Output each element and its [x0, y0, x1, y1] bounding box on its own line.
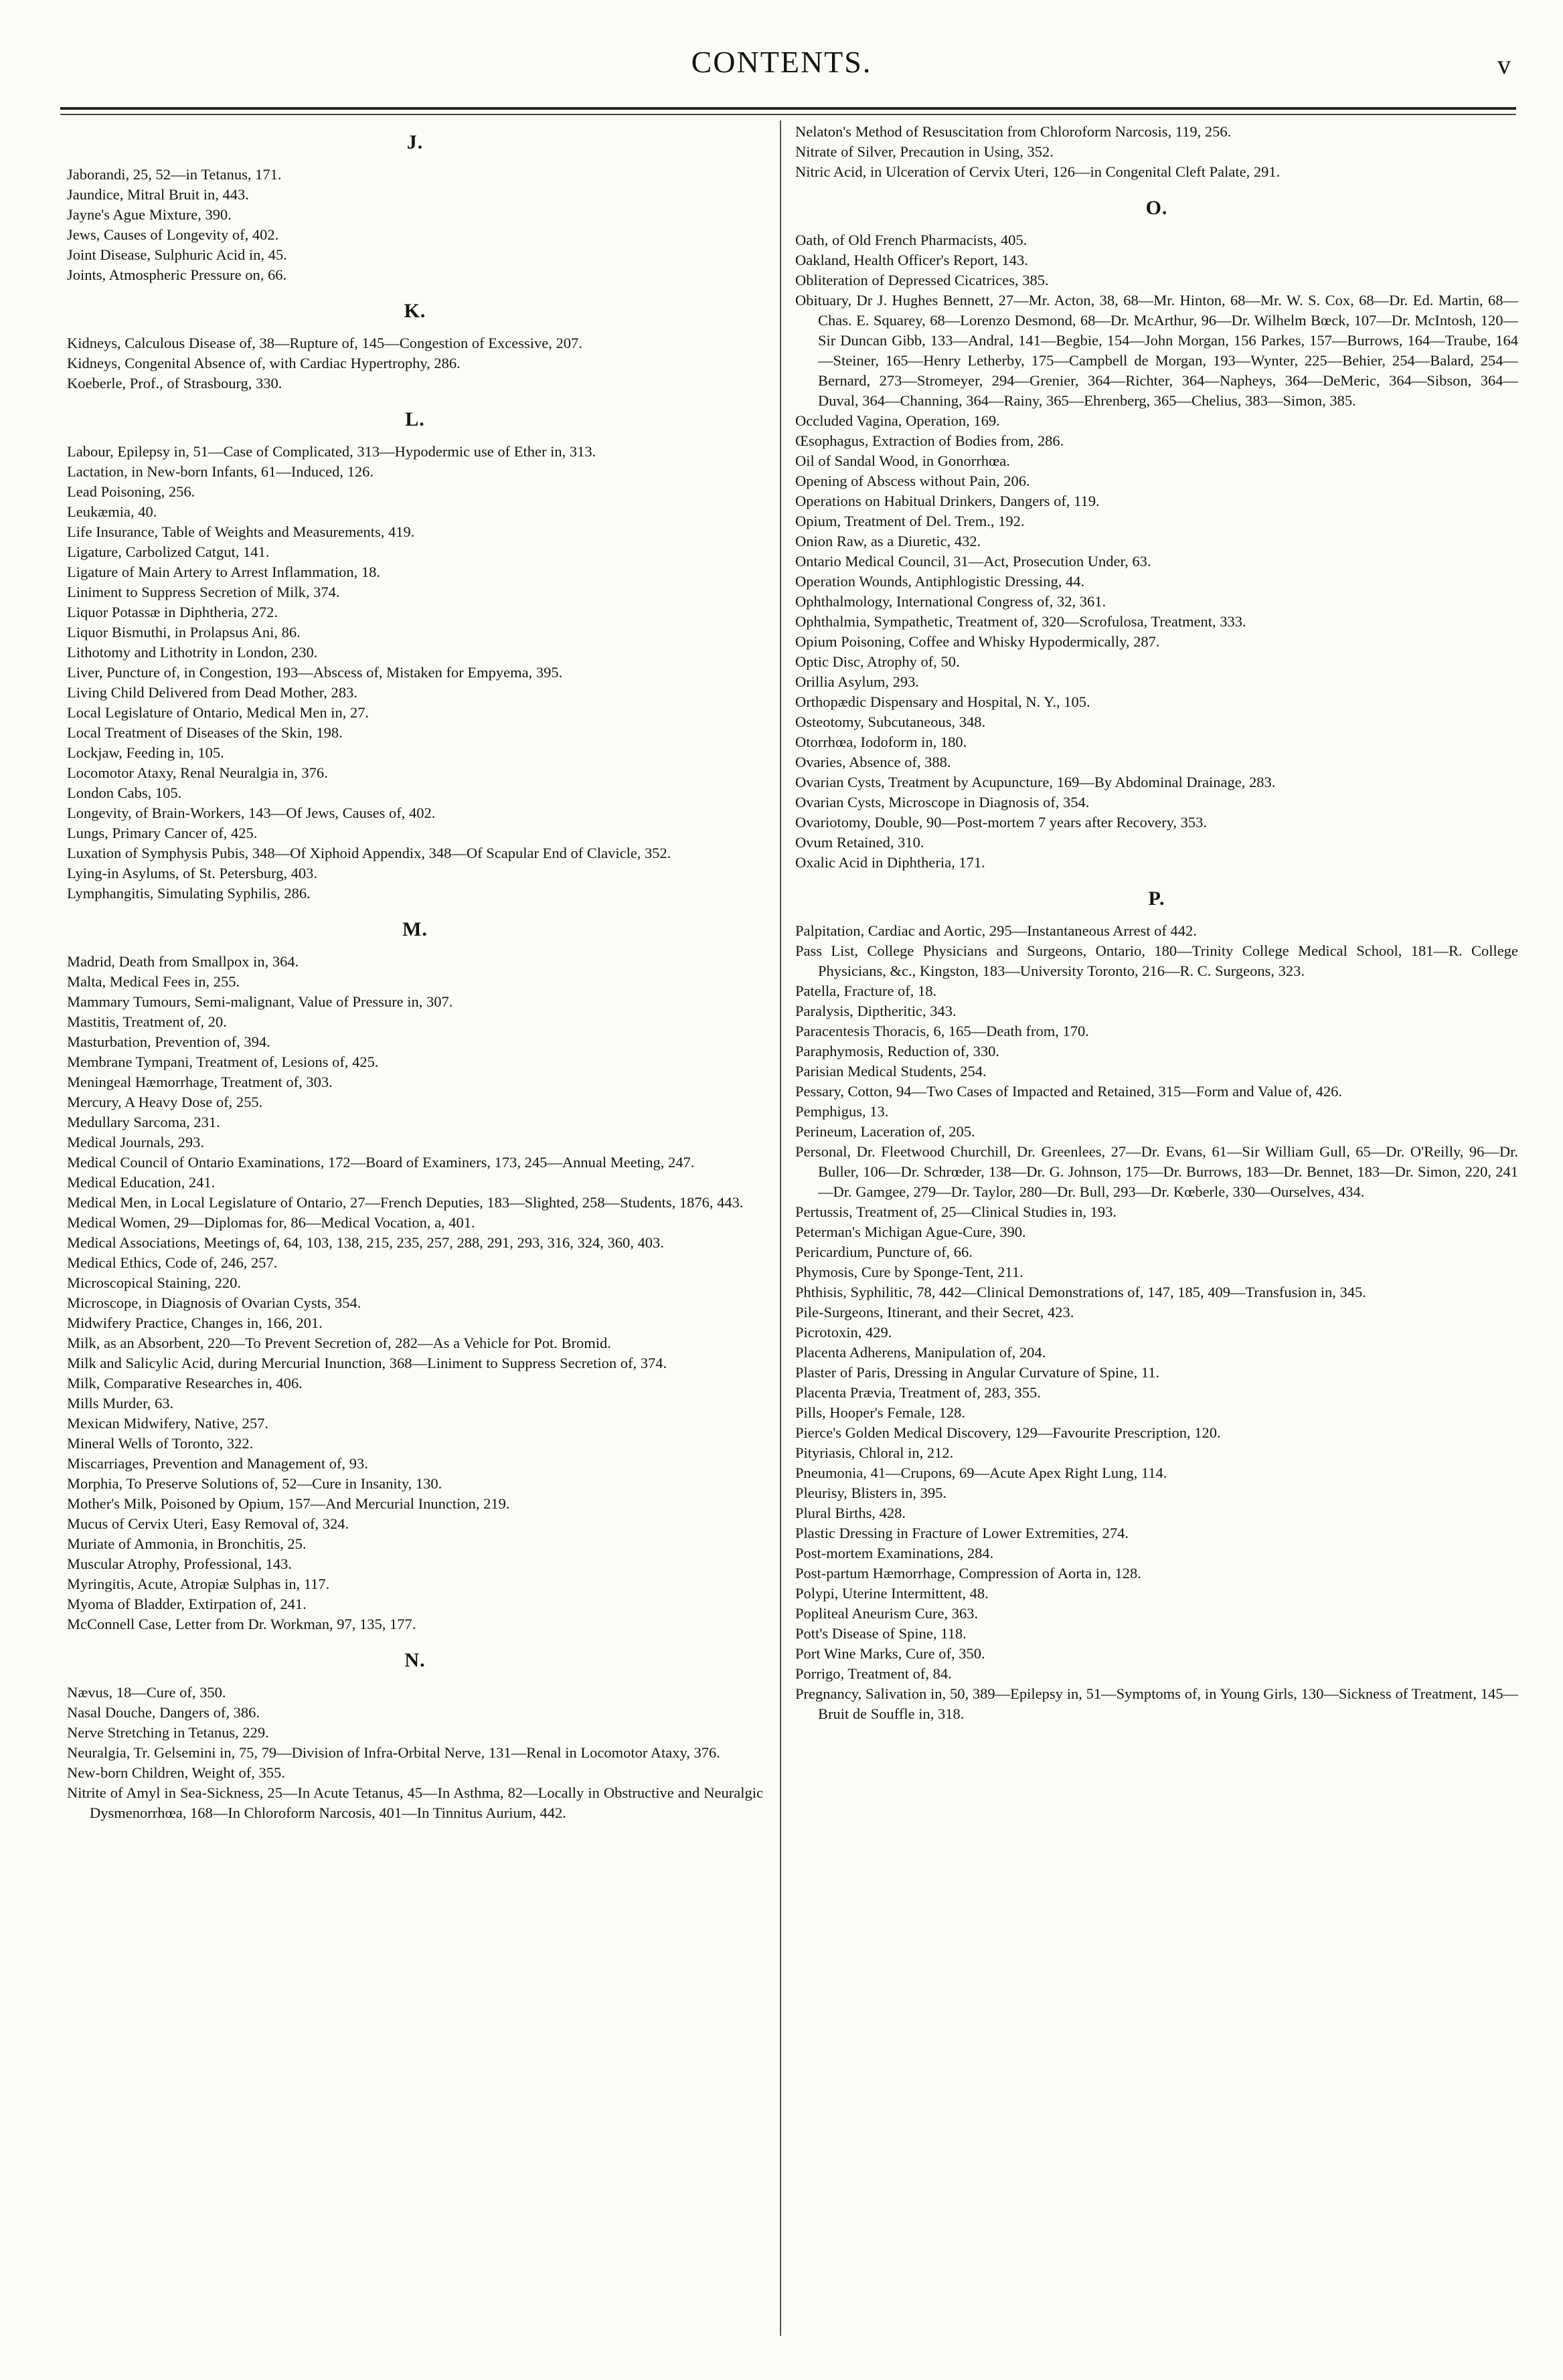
- index-entry: Mother's Milk, Poisoned by Opium, 157—And Mercurial Inunction, 219.: [67, 1495, 510, 1512]
- index-entry: Local Treatment of Diseases of the Skin, 198.: [67, 724, 343, 741]
- index-entry: McConnell Case, Letter from Dr. Workman, 97, 135, 177.: [67, 1616, 416, 1632]
- section-letter: M.: [402, 918, 428, 940]
- index-entry: Medical Council of Ontario Examinations, 172—Board of Examiners, 173, 245—Annual Meeting, 247.: [67, 1154, 695, 1171]
- index-entry: Meningeal Hæmorrhage, Treatment of, 303.: [67, 1074, 333, 1090]
- index-entry: Ovarian Cysts, Microscope in Diagnosis of, 354.: [795, 794, 1090, 811]
- index-entry: Jaborandi, 25, 52—in Tetanus, 171.: [67, 166, 282, 183]
- index-entry: Palpitation, Cardiac and Aortic, 295—Instantaneous Arrest of 442.: [795, 922, 1197, 939]
- section-letter: P.: [1148, 887, 1165, 910]
- index-entry: Onion Raw, as a Diuretic, 432.: [795, 533, 981, 549]
- index-entry: Operation Wounds, Antiphlogistic Dressing, 44.: [795, 573, 1085, 590]
- index-entry: Porrigo, Treatment of, 84.: [795, 1665, 952, 1682]
- index-entry: Masturbation, Prevention of, 394.: [67, 1033, 270, 1050]
- index-entry: Nasal Douche, Dangers of, 386.: [67, 1704, 260, 1721]
- index-entry: Muscular Atrophy, Professional, 143.: [67, 1555, 293, 1572]
- index-entry: Microscope, in Diagnosis of Ovarian Cysts, 354.: [67, 1294, 361, 1311]
- index-entry: Microscopical Staining, 220.: [67, 1274, 241, 1291]
- index-entry: Nerve Stretching in Tetanus, 229.: [67, 1724, 269, 1741]
- index-entry: Jayne's Ague Mixture, 390.: [67, 206, 232, 223]
- index-entry: New-born Children, Weight of, 355.: [67, 1764, 285, 1781]
- index-entry: Lactation, in New-born Infants, 61—Induced, 126.: [67, 463, 374, 480]
- index-entry: Plural Births, 428.: [795, 1505, 906, 1521]
- index-entry: Locomotor Ataxy, Renal Neuralgia in, 376.: [67, 764, 328, 781]
- index-entry: Medical Journals, 293.: [67, 1134, 204, 1151]
- index-entry: Joints, Atmospheric Pressure on, 66.: [67, 266, 287, 283]
- index-entry: Mineral Wells of Toronto, 322.: [67, 1435, 254, 1452]
- index-entry: Plaster of Paris, Dressing in Angular Curvature of Spine, 11.: [795, 1364, 1160, 1381]
- index-entry: Milk, as an Absorbent, 220—To Prevent Secretion of, 282—As a Vehicle for Pot. Bromid.: [67, 1335, 611, 1351]
- index-entry: Liquor Bismuthi, in Prolapsus Ani, 86.: [67, 624, 301, 641]
- index-entry: Lithotomy and Lithotrity in London, 230.: [67, 644, 318, 661]
- index-entry: Polypi, Uterine Intermittent, 48.: [795, 1585, 989, 1602]
- index-entry: Midwifery Practice, Changes in, 166, 201.: [67, 1314, 323, 1331]
- section-letter: O.: [1145, 197, 1168, 219]
- index-entry: Leukæmia, 40.: [67, 503, 157, 520]
- index-entry: Placenta Adherens, Manipulation of, 204.: [795, 1344, 1046, 1361]
- index-entry: Operations on Habitual Drinkers, Dangers of, 119.: [795, 493, 1100, 509]
- index-entry: Pott's Disease of Spine, 118.: [795, 1625, 967, 1642]
- section-letter: N.: [404, 1649, 426, 1671]
- index-entry: Lead Poisoning, 256.: [67, 483, 195, 500]
- index-entry: Medical Men, in Local Legislature of Ontario, 27—French Deputies, 183—Slighted, 258—Students, 1876, 443.: [67, 1194, 744, 1211]
- section-letter: L.: [405, 408, 425, 430]
- index-entry: Jaundice, Mitral Bruit in, 443.: [67, 186, 249, 203]
- index-entry: Mills Murder, 63.: [67, 1395, 174, 1412]
- index-entry: Liver, Puncture of, in Congestion, 193—Abscess of, Mistaken for Empyema, 395.: [67, 664, 563, 681]
- index-entry: Kidneys, Calculous Disease of, 38—Rupture of, 145—Congestion of Excessive, 207.: [67, 335, 582, 351]
- index-entry: Miscarriages, Prevention and Management of, 93.: [67, 1455, 368, 1472]
- index-entry: Neuralgia, Tr. Gelsemini in, 75, 79—Division of Infra-Orbital Nerve, 131—Renal in Locomotor Ataxy, 376.: [67, 1744, 720, 1761]
- index-entry: Pass List, College Physicians and Surgeons, Ontario, 180—Trinity College Medical School, 181—R. College Physicians, &c., Kingston, 183—University Toronto, 216—R. C. Surgeons, 323.: [795, 942, 1518, 979]
- index-entry: Lockjaw, Feeding in, 105.: [67, 744, 224, 761]
- index-entry: Membrane Tympani, Treatment of, Lesions of, 425.: [67, 1053, 379, 1070]
- index-entry: Mammary Tumours, Semi-malignant, Value of Pressure in, 307.: [67, 993, 453, 1010]
- index-entry: Medical Ethics, Code of, 246, 257.: [67, 1254, 278, 1271]
- index-entry: Ontario Medical Council, 31—Act, Prosecution Under, 63.: [795, 553, 1151, 570]
- index-entry: Nitric Acid, in Ulceration of Cervix Uteri, 126—in Congenital Cleft Palate, 291.: [795, 163, 1281, 180]
- index-entry: Labour, Epilepsy in, 51—Case of Complicated, 313—Hypodermic use of Ether in, 313.: [67, 443, 596, 460]
- index-entry: Medical Education, 241.: [67, 1174, 216, 1191]
- index-entry: Pregnancy, Salivation in, 50, 389—Epilepsy in, 51—Symptoms of, in Young Girls, 130—Sickness of Treatment, 145—Bruit de Souffle in, 318.: [795, 1685, 1518, 1722]
- index-entry: Phthisis, Syphilitic, 78, 442—Clinical Demonstrations of, 147, 185, 409—Transfusion in, 345.: [795, 1284, 1366, 1300]
- index-entry: Orthopædic Dispensary and Hospital, N. Y., 105.: [795, 693, 1090, 710]
- index-entry: Myoma of Bladder, Extirpation of, 241.: [67, 1596, 307, 1612]
- index-entry: Ophthalmology, International Congress of, 32, 361.: [795, 593, 1106, 610]
- index-entry: Liquor Potassæ in Diphtheria, 272.: [67, 604, 278, 620]
- index-entry: Oakland, Health Officer's Report, 143.: [795, 252, 1028, 268]
- page-header: [0, 39, 1563, 86]
- index-entry: Pemphigus, 13.: [795, 1103, 889, 1120]
- index-column-right: [795, 122, 1518, 2351]
- index-entry: Opening of Abscess without Pain, 206.: [795, 473, 1030, 489]
- index-entry: Joint Disease, Sulphuric Acid in, 45.: [67, 246, 287, 263]
- index-entry: Paraphymosis, Reduction of, 330.: [795, 1043, 999, 1059]
- index-entry: Opium, Treatment of Del. Trem., 192.: [795, 513, 1025, 529]
- page-number: v: [1497, 50, 1511, 80]
- index-entry: Patella, Fracture of, 18.: [795, 983, 937, 999]
- index-entry: Pityriasis, Chloral in, 212.: [795, 1444, 954, 1461]
- section-letter: K.: [404, 300, 426, 322]
- index-entry: Paracentesis Thoracis, 6, 165—Death from, 170.: [795, 1023, 1089, 1039]
- index-entry: Living Child Delivered from Dead Mother, 283.: [67, 684, 358, 701]
- index-entry: Peterman's Michigan Ague-Cure, 390.: [795, 1223, 1026, 1240]
- index-entry: Ovaries, Absence of, 388.: [795, 754, 951, 770]
- index-entry: Œsophagus, Extraction of Bodies from, 286.: [795, 432, 1064, 449]
- index-entry: Pertussis, Treatment of, 25—Clinical Studies in, 193.: [795, 1203, 1117, 1220]
- index-entry: Medical Associations, Meetings of, 64, 103, 138, 215, 235, 257, 288, 291, 293, 316, 324, 360, 403.: [67, 1234, 664, 1251]
- index-entry: Koeberle, Prof., of Strasbourg, 330.: [67, 375, 282, 392]
- index-entry: Ovum Retained, 310.: [795, 834, 924, 851]
- index-entry: Medical Women, 29—Diplomas for, 86—Medical Vocation, a, 401.: [67, 1214, 475, 1231]
- index-entry: Plastic Dressing in Fracture of Lower Extremities, 274.: [795, 1525, 1129, 1541]
- index-entry: Oil of Sandal Wood, in Gonorrhœa.: [795, 452, 1010, 469]
- index-entry: Mucus of Cervix Uteri, Easy Removal of, 324.: [67, 1515, 349, 1532]
- index-entry: Orillia Asylum, 293.: [795, 673, 919, 690]
- index-entry: Otorrhœa, Iodoform in, 180.: [795, 734, 967, 750]
- index-entry: Personal, Dr. Fleetwood Churchill, Dr. Greenlees, 27—Dr. Evans, 61—Sir William Gull, 65—Dr. O'Reilly, 96—Dr. Buller, 106—Dr. Schrœder, 138—Dr. G. Johnson, 175—Dr. Burrows, 183—Dr. Bennet, 183—Dr. Simon, 220, 241—Dr. Gamgee, 279—Dr. Taylor, 280—Dr. Bull, 293—Dr. Kœberle, 330—Ourselves, 434.: [795, 1143, 1518, 1200]
- header-rule: [60, 107, 1516, 110]
- index-entry: Opium Poisoning, Coffee and Whisky Hypodermically, 287.: [795, 633, 1160, 650]
- index-entry: Ligature, Carbolized Catgut, 141.: [67, 543, 270, 560]
- index-entry: Kidneys, Congenital Absence of, with Cardiac Hypertrophy, 286.: [67, 355, 461, 371]
- index-entry: Milk and Salicylic Acid, during Mercurial Inunction, 368—Liniment to Suppress Secretion of, 374.: [67, 1355, 667, 1371]
- index-entry: Muriate of Ammonia, in Bronchitis, 25.: [67, 1535, 307, 1552]
- index-entry: Nævus, 18—Cure of, 350.: [67, 1684, 226, 1701]
- section-letter: J.: [406, 131, 424, 153]
- index-entry: Pessary, Cotton, 94—Two Cases of Impacted and Retained, 315—Form and Value of, 426.: [795, 1083, 1343, 1100]
- index-entry: Pleurisy, Blisters in, 395.: [795, 1484, 947, 1501]
- index-entry: Mastitis, Treatment of, 20.: [67, 1013, 227, 1030]
- index-entry: Occluded Vagina, Operation, 169.: [795, 412, 1000, 429]
- index-entry: Mercury, A Heavy Dose of, 255.: [67, 1094, 263, 1110]
- index-entry: Myringitis, Acute, Atropiæ Sulphas in, 117.: [67, 1576, 330, 1592]
- header-rule-thin: [60, 114, 1516, 115]
- column-divider: [780, 120, 781, 2336]
- index-entry: Picrotoxin, 429.: [795, 1324, 892, 1341]
- index-entry: London Cabs, 105.: [67, 784, 182, 801]
- index-entry: Pericardium, Puncture of, 66.: [795, 1244, 973, 1260]
- index-entry: Port Wine Marks, Cure of, 350.: [795, 1645, 985, 1662]
- index-entry: Pierce's Golden Medical Discovery, 129—Favourite Prescription, 120.: [795, 1424, 1221, 1441]
- index-entry: Oxalic Acid in Diphtheria, 171.: [795, 854, 985, 871]
- index-entry: Milk, Comparative Researches in, 406.: [67, 1375, 303, 1391]
- index-entry: Luxation of Symphysis Pubis, 348—Of Xiphoid Appendix, 348—Of Scapular End of Clavicle, 352.: [67, 845, 671, 861]
- index-entry: Osteotomy, Subcutaneous, 348.: [795, 713, 986, 730]
- index-entry: Local Legislature of Ontario, Medical Men in, 27.: [67, 704, 369, 721]
- index-entry: Post-partum Hæmorrhage, Compression of Aorta in, 128.: [795, 1565, 1141, 1582]
- index-entry: Ovarian Cysts, Treatment by Acupuncture, 169—By Abdominal Drainage, 283.: [795, 774, 1276, 790]
- index-entry: Nelaton's Method of Resuscitation from Chloroform Narcosis, 119, 256.: [795, 123, 1232, 140]
- index-entry: Parisian Medical Students, 254.: [795, 1063, 987, 1080]
- index-entry: Perineum, Laceration of, 205.: [795, 1123, 975, 1140]
- index-entry: Placenta Prævia, Treatment of, 283, 355.: [795, 1384, 1041, 1401]
- index-entry: Ophthalmia, Sympathetic, Treatment of, 320—Scrofulosa, Treatment, 333.: [795, 613, 1246, 630]
- index-entry: Lying-in Asylums, of St. Petersburg, 403.: [67, 865, 317, 881]
- index-entry: Phymosis, Cure by Sponge-Tent, 211.: [795, 1264, 1023, 1280]
- index-entry: Nitrate of Silver, Precaution in Using, 352.: [795, 143, 1054, 160]
- index-entry: Jews, Causes of Longevity of, 402.: [67, 226, 279, 243]
- index-entry: Liniment to Suppress Secretion of Milk, 374.: [67, 584, 340, 600]
- index-entry: Popliteal Aneurism Cure, 363.: [795, 1605, 979, 1622]
- index-entry: Mexican Midwifery, Native, 257.: [67, 1415, 268, 1432]
- index-entry: Obituary, Dr J. Hughes Bennett, 27—Mr. Acton, 38, 68—Mr. Hinton, 68—Mr. W. S. Cox, 68—Dr. Ed. Martin, 68—Chas. E. Squarey, 68—Lorenzo Desmond, 68—Dr. McArthur, 96—Dr. Wilhelm Bœck, 107—Dr. McIntosh, 120—Sir Duncan Gibb, 133—Andral, 141—Begbie, 154—John Morgan, 156 Parkes, 157—Burrows, 164—Traube, 164—Steiner, 165—Henry Letherby, 175—Campbell de Morgan, 193—Wynter, 225—Behier, 254—Balard, 254—Bernard, 273—Stromeyer, 294—Grenier, 364—Richter, 364—Napheys, 364—DeMeric, 364—Sibson, 364—Duval, 364—Channing, 364—Rainy, 365—Ehrenberg, 365—Chelius, 383—Simon, 385.: [795, 292, 1518, 409]
- index-entry: Malta, Medical Fees in, 255.: [67, 973, 240, 990]
- index-entry: Pills, Hooper's Female, 128.: [795, 1404, 966, 1421]
- index-entry: Oath, of Old French Pharmacists, 405.: [795, 232, 1027, 248]
- index-entry: Pneumonia, 41—Crupons, 69—Acute Apex Right Lung, 114.: [795, 1464, 1167, 1481]
- index-entry: Morphia, To Preserve Solutions of, 52—Cure in Insanity, 130.: [67, 1475, 442, 1492]
- index-entry: Lungs, Primary Cancer of, 425.: [67, 825, 258, 841]
- index-entry: Ovariotomy, Double, 90—Post-mortem 7 years after Recovery, 353.: [795, 814, 1208, 831]
- index-entry: Madrid, Death from Smallpox in, 364.: [67, 953, 299, 970]
- index-entry: Paralysis, Diptheritic, 343.: [795, 1003, 957, 1019]
- index-entry: Nitrite of Amyl in Sea-Sickness, 25—In Acute Tetanus, 45—In Asthma, 82—Locally in Obstructive and Neuralgic Dysmenorrhœa, 168—In Chloroform Narcosis, 401—In Tinnitus Aurium, 442.: [67, 1784, 763, 1821]
- index-entry: Medullary Sarcoma, 231.: [67, 1114, 220, 1130]
- page-title: CONTENTS.: [691, 45, 872, 79]
- index-entry: Post-mortem Examinations, 284.: [795, 1545, 994, 1561]
- index-column-left: [67, 122, 763, 2351]
- index-entry: Pile-Surgeons, Itinerant, and their Secret, 423.: [795, 1304, 1074, 1321]
- index-entry: Life Insurance, Table of Weights and Measurements, 419.: [67, 523, 415, 540]
- index-entry: Optic Disc, Atrophy of, 50.: [795, 653, 960, 670]
- index-entry: Lymphangitis, Simulating Syphilis, 286.: [67, 885, 311, 902]
- index-entry: Ligature of Main Artery to Arrest Inflammation, 18.: [67, 564, 381, 580]
- index-entry: Longevity, of Brain-Workers, 143—Of Jews, Causes of, 402.: [67, 804, 436, 821]
- index-entry: Obliteration of Depressed Cicatrices, 385.: [795, 272, 1049, 288]
